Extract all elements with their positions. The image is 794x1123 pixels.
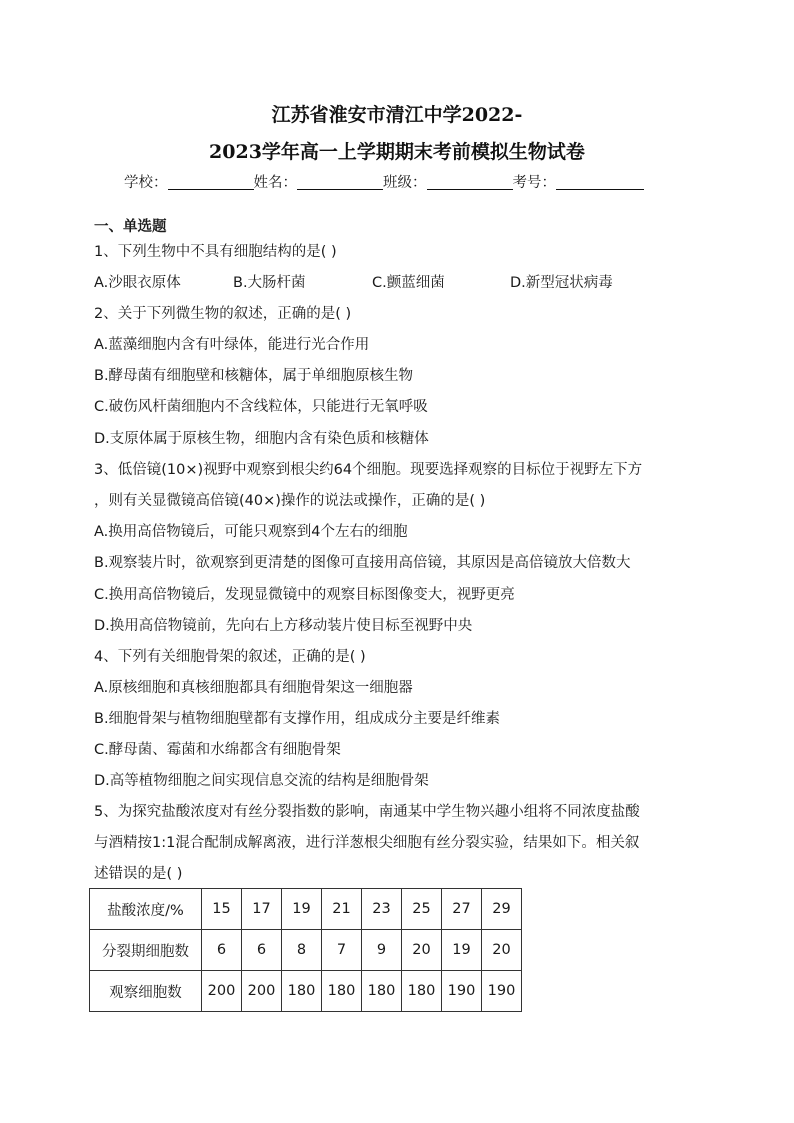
q2-option-a: A.蓝藻细胞内含有叶绿体，能进行光合作用 bbox=[94, 337, 370, 353]
q3-option-a: A.换用高倍物镜后，可能只观察到4个左右的细胞 bbox=[94, 524, 408, 540]
q1-option-b: B.大肠杆菌 bbox=[233, 275, 306, 291]
q1-option-a: A.沙眼衣原体 bbox=[94, 275, 181, 291]
number-blank bbox=[556, 173, 644, 190]
number-label: 考号： bbox=[512, 175, 556, 191]
table-cell: 19 bbox=[282, 889, 322, 930]
data-table bbox=[89, 888, 522, 1012]
table-cell: 27 bbox=[442, 889, 482, 930]
q3-stem-line1: 3、低倍镜(10×)视野中观察到根尖约64个细胞。现要选择观察的目标位于视野左下方 bbox=[94, 462, 643, 478]
q4-option-d: D.高等植物细胞之间实现信息交流的结构是细胞骨架 bbox=[94, 773, 429, 789]
q3-option-d: D.换用高倍物镜前，先向右上方移动装片使目标至视野中央 bbox=[94, 618, 473, 634]
table-cell: 180 bbox=[362, 971, 402, 1012]
table-cell: 29 bbox=[482, 889, 522, 930]
q1-stem: 1、下列生物中不具有细胞结构的是( ) bbox=[94, 244, 337, 260]
q5-stem-line1: 5、为探究盐酸浓度对有丝分裂指数的影响，南通某中学生物兴趣小组将不同浓度盐酸 bbox=[94, 804, 640, 820]
table-cell: 8 bbox=[282, 930, 322, 971]
table-row bbox=[90, 930, 522, 971]
table-row-label: 盐酸浓度/% bbox=[90, 889, 202, 930]
table-row bbox=[90, 971, 522, 1012]
table-cell: 6 bbox=[242, 930, 282, 971]
class-label: 班级： bbox=[383, 175, 427, 191]
table-cell: 7 bbox=[322, 930, 362, 971]
q2-option-b: B.酵母菌有细胞壁和核糖体，属于单细胞原核生物 bbox=[94, 368, 414, 384]
school-label: 学校： bbox=[124, 175, 168, 191]
table-cell: 200 bbox=[242, 971, 282, 1012]
q1-option-d: D.新型冠状病毒 bbox=[510, 275, 613, 291]
student-info-line bbox=[124, 171, 644, 192]
exam-title-line1: 江苏省淮安市清江中学2022- bbox=[271, 104, 523, 126]
table-cell: 190 bbox=[442, 971, 482, 1012]
table-cell: 21 bbox=[322, 889, 362, 930]
table-cell: 180 bbox=[402, 971, 442, 1012]
q3-option-c: C.换用高倍物镜后，发现显微镜中的观察目标图像变大，视野更亮 bbox=[94, 587, 515, 603]
q4-option-b: B.细胞骨架与植物细胞壁都有支撑作用，组成成分主要是纤维素 bbox=[94, 711, 501, 727]
q5-stem-line3: 述错误的是( ) bbox=[94, 866, 183, 882]
table-row-label: 观察细胞数 bbox=[90, 971, 202, 1012]
q2-stem: 2、关于下列微生物的叙述，正确的是( ) bbox=[94, 306, 352, 322]
table-cell: 20 bbox=[482, 930, 522, 971]
table-cell: 180 bbox=[282, 971, 322, 1012]
table-cell: 6 bbox=[202, 930, 242, 971]
exam-title-line2: 2023学年高一上学期期末考前模拟生物试卷 bbox=[209, 141, 585, 163]
table-cell: 15 bbox=[202, 889, 242, 930]
table-cell: 20 bbox=[402, 930, 442, 971]
table-cell: 25 bbox=[402, 889, 442, 930]
q4-option-c: C.酵母菌、霉菌和水绵都含有细胞骨架 bbox=[94, 742, 341, 758]
table-cell: 17 bbox=[242, 889, 282, 930]
class-blank bbox=[427, 173, 513, 190]
q4-stem: 4、下列有关细胞骨架的叙述，正确的是( ) bbox=[94, 649, 366, 665]
table-row bbox=[90, 889, 522, 930]
q2-option-c: C.破伤风杆菌细胞内不含线粒体，只能进行无氧呼吸 bbox=[94, 399, 428, 415]
q4-option-a: A.原核细胞和真核细胞都具有细胞骨架这一细胞器 bbox=[94, 680, 413, 696]
school-blank bbox=[168, 173, 254, 190]
table-cell: 9 bbox=[362, 930, 402, 971]
table-cell: 180 bbox=[322, 971, 362, 1012]
name-label: 姓名： bbox=[253, 175, 297, 191]
table-cell: 19 bbox=[442, 930, 482, 971]
table-cell: 190 bbox=[482, 971, 522, 1012]
table-row-label: 分裂期细胞数 bbox=[90, 930, 202, 971]
q2-option-d: D.支原体属于原核生物，细胞内含有染色质和核糖体 bbox=[94, 431, 429, 447]
name-blank bbox=[297, 173, 383, 190]
q3-stem-line2: ，则有关显微镜高倍镜(40×)操作的说法或操作，正确的是( ) bbox=[94, 493, 486, 509]
section-heading: 一、单选题 bbox=[94, 219, 167, 235]
q5-stem-line2: 与酒精按1:1混合配制成解离液，进行洋葱根尖细胞有丝分裂实验，结果如下。相关叙 bbox=[94, 835, 640, 851]
q1-option-c: C.颤蓝细菌 bbox=[372, 275, 445, 291]
q3-option-b: B.观察装片时，欲观察到更清楚的图像可直接用高倍镜，其原因是高倍镜放大倍数大 bbox=[94, 555, 631, 571]
table-cell: 200 bbox=[202, 971, 242, 1012]
table-cell: 23 bbox=[362, 889, 402, 930]
